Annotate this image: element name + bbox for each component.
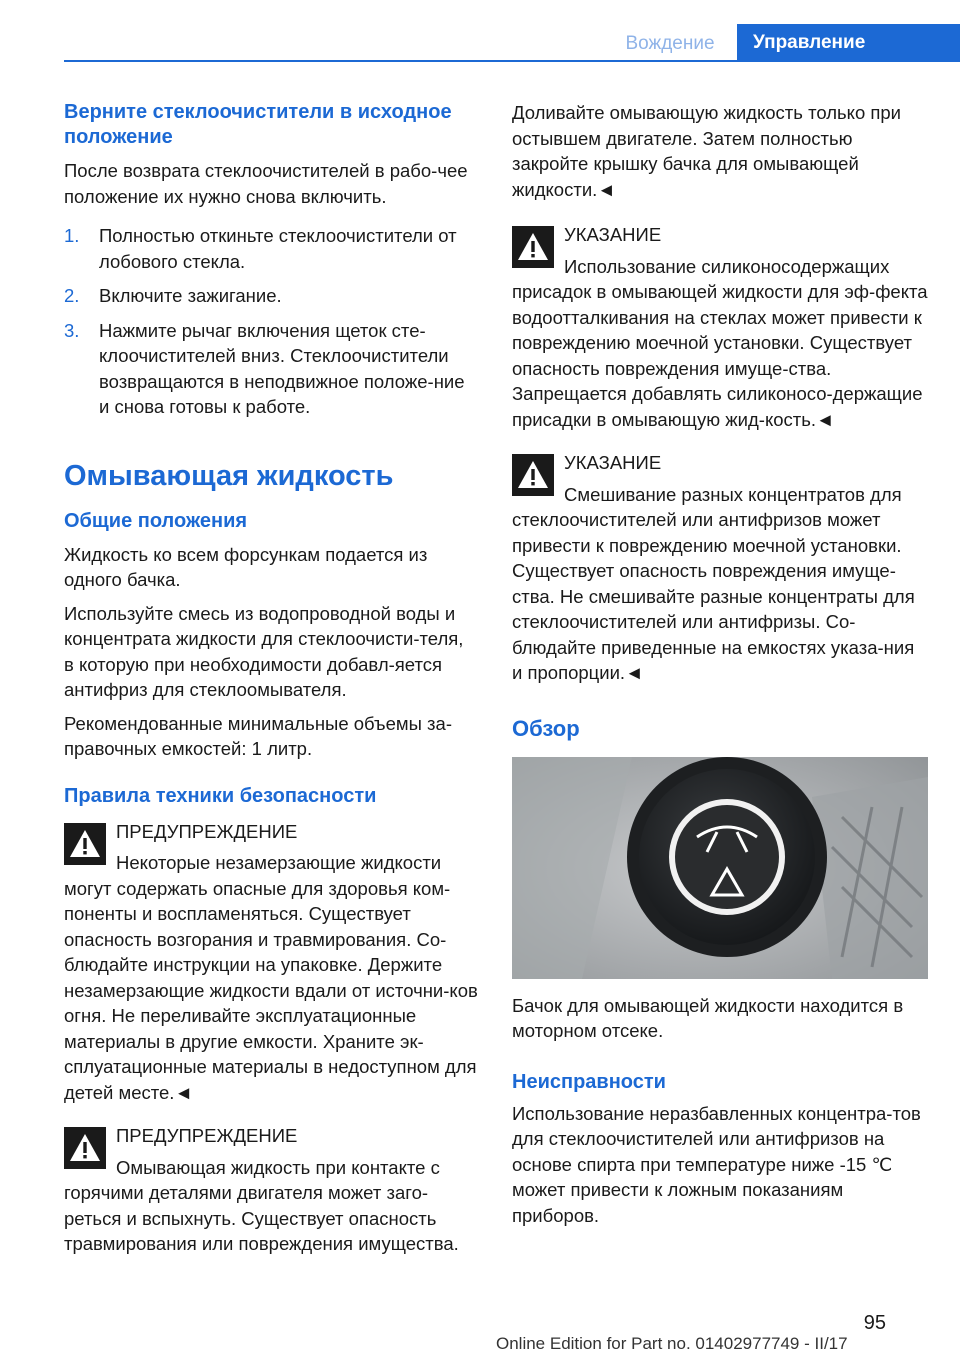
warning-icon bbox=[512, 454, 554, 496]
paragraph: Доливайте омывающую жидкость только при остывшем двигателе. Затем полностью закройте крышку бачка для омывающей жидкости.◄ bbox=[512, 102, 902, 200]
warning-block bbox=[64, 819, 478, 1106]
section-title-safety: Правила техники безопасности bbox=[64, 784, 377, 807]
tab-driving[interactable]: Вождение bbox=[625, 33, 715, 54]
note-block bbox=[512, 450, 928, 686]
list-item bbox=[64, 283, 478, 309]
warning-label: ПРЕДУПРЕЖДЕНИЕ bbox=[116, 820, 298, 842]
warning-icon bbox=[64, 823, 106, 865]
step-number: 2. bbox=[64, 285, 80, 306]
warning-icon bbox=[64, 1127, 106, 1169]
step-number: 1. bbox=[64, 225, 80, 246]
warning-label: ПРЕДУПРЕЖДЕНИЕ bbox=[116, 1125, 298, 1146]
list-item bbox=[64, 318, 478, 420]
paragraph: Используйте смесь из водопроводной воды и концентрата жидкости для стеклоочисти-теля, в которую при необходимости добавл-яется антифриз для стеклоомывателя. bbox=[64, 602, 464, 700]
note-label: УКАЗАНИЕ bbox=[564, 224, 662, 245]
warning-text-first: Омывающая жидкость при контакте с bbox=[116, 1156, 440, 1178]
note-text-first: Смешивание разных концентратов для bbox=[564, 483, 902, 505]
paragraph: Использование неразбавленных концентра-тов для стеклоочистителей или антифризов на основе спирта при температуре ниже -15 ℃ может привести к ложным показаниям приборов. bbox=[512, 1102, 921, 1226]
edition-footer: Online Edition for Part no. 01402977749 - II/17 bbox=[496, 1334, 848, 1353]
step-text: Включите зажигание. bbox=[99, 285, 282, 306]
list-item bbox=[64, 223, 478, 274]
note-text: стеклоочистителей или антифризов может привести к повреждению моечной установки. Существует опасность повреждения имуще-ства. Не смешивайте разные концентраты для стеклоочистителей или антифризы. Со-блюдайте приведенные на емкостях указа-ния и пропорции.◄ bbox=[512, 509, 915, 683]
warning-block bbox=[64, 1123, 478, 1257]
step-number: 3. bbox=[64, 319, 80, 341]
page-number: 95 bbox=[863, 1312, 886, 1334]
washer-cap-illustration bbox=[512, 757, 928, 979]
warning-text-first: Некоторые незамерзающие жидкости bbox=[116, 852, 442, 873]
left-column bbox=[64, 100, 478, 1257]
warning-icon bbox=[512, 226, 554, 268]
note-label: УКАЗАНИЕ bbox=[564, 452, 662, 473]
paragraph: После возврата стеклоочистителей в рабо-чее положение их нужно снова включить. bbox=[64, 160, 468, 207]
paragraph: Жидкость ко всем форсункам подается из одного бачка. bbox=[64, 543, 428, 590]
warning-text: горячими деталями двигателя может заго-реться и вспыхнуть. Существует опасность травмирования или повреждения имущества. bbox=[64, 1182, 459, 1254]
warning-text: могут содержать опасные для здоровья ком-поненты и воспламеняться. Существует опасность возгорания и травмирования. Со-блюдайте инструкции на упаковке. Держите незамерзающие жидкости вдали от источни-ков огня. Не переливайте эксплуатационные материалы в другие емкости. Храните эк-сплуатационные материалы в недоступном для детей месте.◄ bbox=[64, 877, 478, 1103]
note-text-first: Использование силиконосодержащих bbox=[564, 255, 890, 277]
section-title-general: Общие положения bbox=[64, 509, 248, 532]
page-title: Омывающая жидкость bbox=[64, 459, 394, 492]
tab-controls[interactable]: Управление bbox=[737, 24, 960, 62]
photo-caption: Бачок для омывающей жидкости находится в моторном отсеке. bbox=[512, 994, 904, 1041]
section-title-overview: Обзор bbox=[512, 715, 580, 741]
steps-list bbox=[64, 223, 478, 420]
washer-reservoir-photo bbox=[512, 757, 928, 979]
note-block bbox=[512, 222, 928, 432]
step-text: Полностью откиньте стеклоочистители от лобового стекла. bbox=[99, 225, 457, 272]
right-column bbox=[512, 100, 928, 1228]
section-title-faults: Неисправности bbox=[512, 1070, 666, 1093]
step-text: Нажмите рычаг включения щеток сте-клоочистителей вниз. Стеклоочистители возвращаются в неподвижное положе-ние и снова готовы к работе. bbox=[99, 319, 465, 417]
paragraph: Рекомендованные минимальные объемы за-правочных емкостей: 1 литр. bbox=[64, 712, 452, 759]
note-text: присадок в омывающей жидкости для эф-фекта водоотталкивания на стеклах может привести к повреждению моечной установки. Существует опасность повреждения имуще-ства. Запрещается добавлять силиконосо-держащие присадки в омывающую жид-кость.◄ bbox=[512, 281, 928, 430]
section-title-reset-wipers: Верните стеклоочистители в исходное положение bbox=[64, 101, 452, 148]
